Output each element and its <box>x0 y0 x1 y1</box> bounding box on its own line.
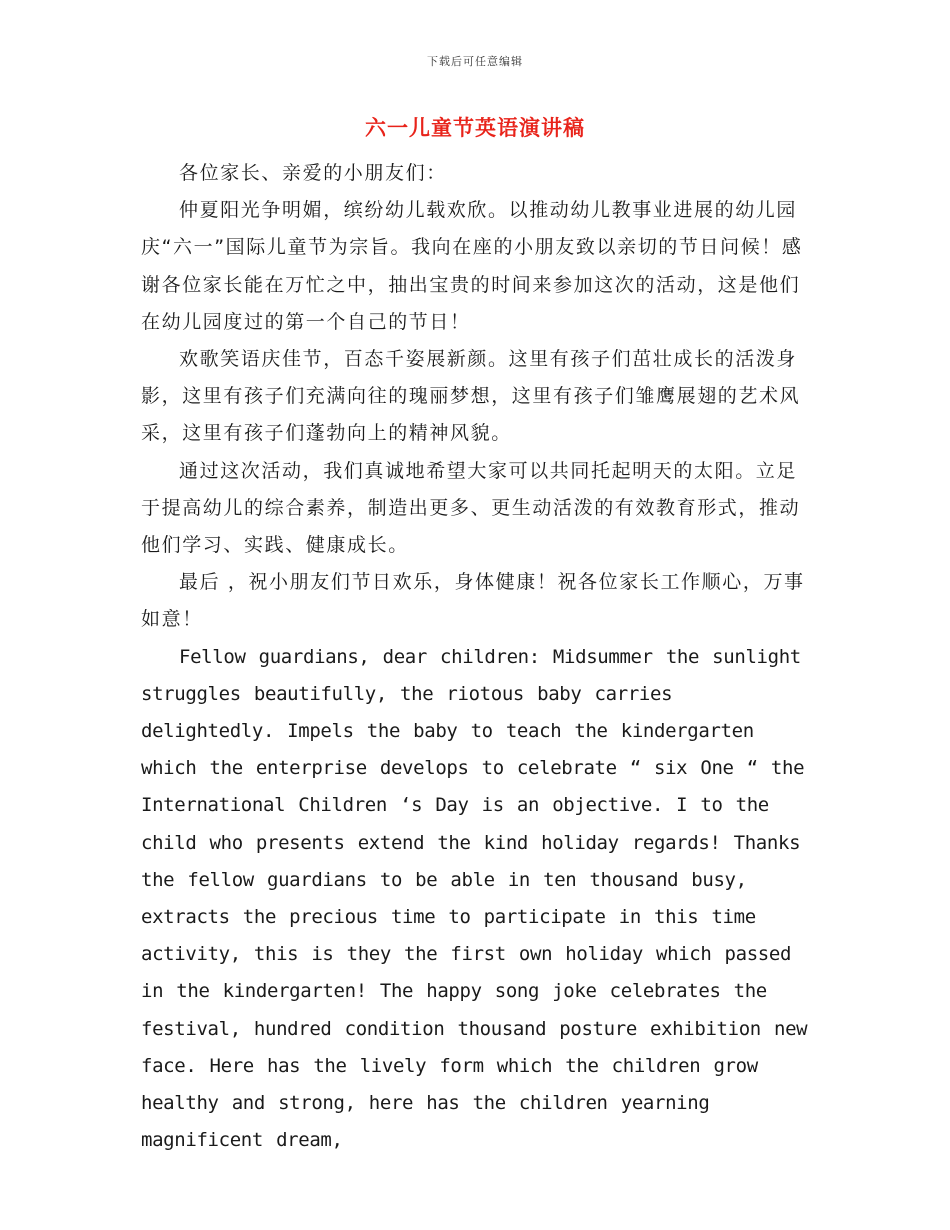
document-body <box>141 155 811 1159</box>
header-note: 下载后可任意编辑 <box>427 55 523 68</box>
document-title: 六一儿童节英语演讲稿 <box>365 116 585 140</box>
paragraph-hope: 通过这次活动，我们真诚地希望大家可以共同托起明天的太阳。立足于提高幼儿的综合素养，制造出更多、更生动活泼的有效教育形式，推动他们学习、实践、健康成长。 <box>141 459 801 557</box>
paragraph-greeting: 各位家长、亲爱的小朋友们： <box>179 162 447 184</box>
paragraph-intro: 仲夏阳光争明媚，缤纷幼儿载欢欣。以推动幼儿教事业进展的幼儿园庆“六一”国际儿童节为宗旨。我向在座的小朋友致以亲切的节日问候！感谢各位家长能在万忙之中，抽出宝贵的时间来参加这次的活动，这是他们在幼儿园度过的第一个自己的节日！ <box>141 199 803 333</box>
paragraph-english: Fellow guardians, dear children: Midsummer the sunlight struggles beautifully, the riotous baby carries delightedly. Impels the baby to teach the kindergarten which the enterprise develops to celebrate “ six One “ the International Children ‘s Day is an objective. I to the child who presents extend the kind holiday regards! Thanks the fellow guardians to be able in ten thousand busy, extracts the precious time to participate in this time activity, this is they the first own holiday which passed in the kindergarten! The happy song joke celebrates the festival, hundred condition thousand posture exhibition new face. Here has the lively form which the children grow healthy and strong, here has the children yearning magnificent dream, <box>141 645 808 1152</box>
paragraph-celebration: 欢歌笑语庆佳节，百态千姿展新颜。这里有孩子们茁壮成长的活泼身影，这里有孩子们充满向往的瑰丽梦想，这里有孩子们雏鹰展翅的艺术风采，这里有孩子们蓬勃向上的精神风貌。 <box>141 348 801 445</box>
paragraph-closing: 最后 ，祝小朋友们节日欢乐，身体健康！祝各位家长工作顺心，万事如意！ <box>141 571 805 631</box>
